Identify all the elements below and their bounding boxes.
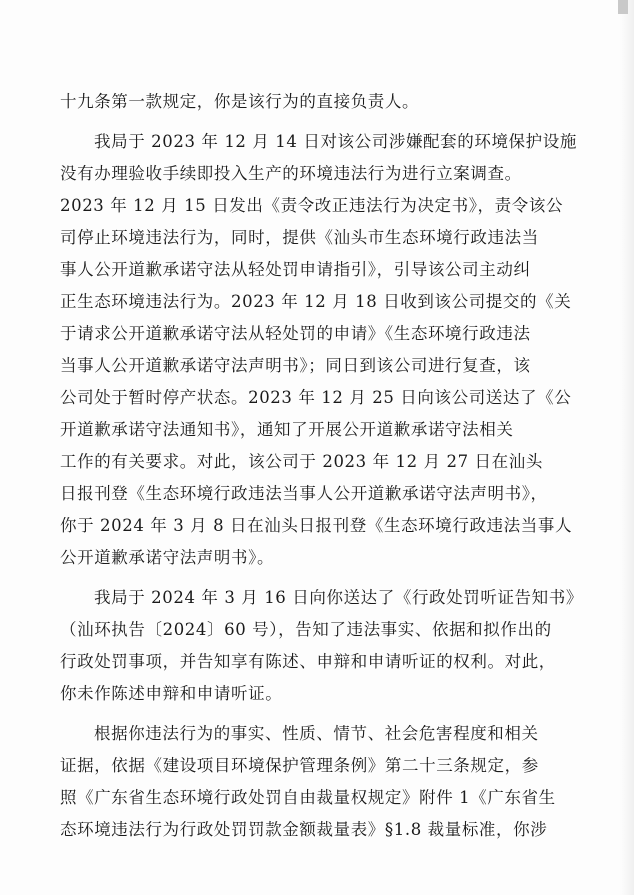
text-line: 你未作陈述申辩和申请听证。 — [60, 684, 283, 703]
paragraph-1 — [60, 86, 555, 118]
text-line: 我局于 2024 年 3 月 16 日向你送达了《行政处罚听证告知书》 — [94, 588, 583, 607]
paragraph-3 — [60, 582, 583, 710]
text-line: 照《广东省生态环境行政处罚自由裁量权规定》附件 1《广东省生 — [60, 788, 556, 807]
text-line: 事人公开道歉承诺守法从轻处罚申请指引》，引导该公司主动纠 — [60, 260, 531, 279]
text-line: 正生态环境违法行为。2023 年 12 月 18 日收到该公司提交的《关 — [60, 292, 572, 311]
text-line: 我局于 2023 年 12 月 14 日对该公司涉嫌配套的环境保护设施 — [94, 132, 577, 151]
paragraph-2 — [60, 126, 577, 574]
text-line: 行政处罚事项，并告知享有陈述、申辩和申请听证的权利。对此， — [60, 652, 556, 671]
text-line: 公司处于暂时停产状态。2023 年 12 月 25 日向该公司送达了《公 — [60, 388, 572, 407]
text-line: 根据你违法行为的事实、性质、情节、社会危害程度和相关 — [94, 724, 539, 743]
text-line: 公开道歉承诺守法声明书》。 — [60, 548, 275, 567]
document-body — [60, 86, 583, 846]
text-line: 证据，依据《建设项目环境保护管理条例》第二十三条规定，参 — [60, 756, 539, 775]
text-line: 没有办理验收手续即投入生产的环境违法行为进行立案调查。 — [60, 164, 522, 183]
text-line: 开道歉承诺守法通知书》，通知了开展公开道歉承诺守法相关 — [60, 420, 514, 439]
paragraph-4 — [60, 718, 555, 846]
text-line: 2023 年 12 月 15 日发出《责令改正违法行为决定书》，责令该公 — [60, 196, 564, 215]
text-line: 于请求公开道歉承诺守法从轻处罚的申请》《生态环境行政违法 — [60, 324, 531, 343]
text-line: 十九条第一款规定，你是该行为的直接负责人。 — [60, 92, 420, 111]
page-edge-shadow — [620, 0, 634, 895]
text-line: 你于 2024 年 3 月 8 日在汕头日报刊登《生态环境行政违法当事人 — [60, 516, 573, 535]
text-line: 司停止环境违法行为，同时，提供《汕头市生态环境行政违法当 — [60, 228, 539, 247]
text-line: 日报刊登《生态环境行政违法当事人公开道歉承诺守法声明书》， — [60, 484, 548, 503]
text-line: 态环境违法行为行政处罚罚款金额裁量表》§1.8 裁量标准，你涉 — [60, 820, 548, 839]
binding-mark — [618, 0, 628, 14]
text-line: （汕环执告〔2024〕60 号），告知了违法事实、依据和拟作出的 — [60, 620, 552, 639]
text-line: 当事人公开道歉承诺守法声明书》；同日到该公司进行复查，该 — [60, 356, 531, 375]
text-line: 工作的有关要求。对此，该公司于 2023 年 12 月 27 日在汕头 — [60, 452, 543, 471]
